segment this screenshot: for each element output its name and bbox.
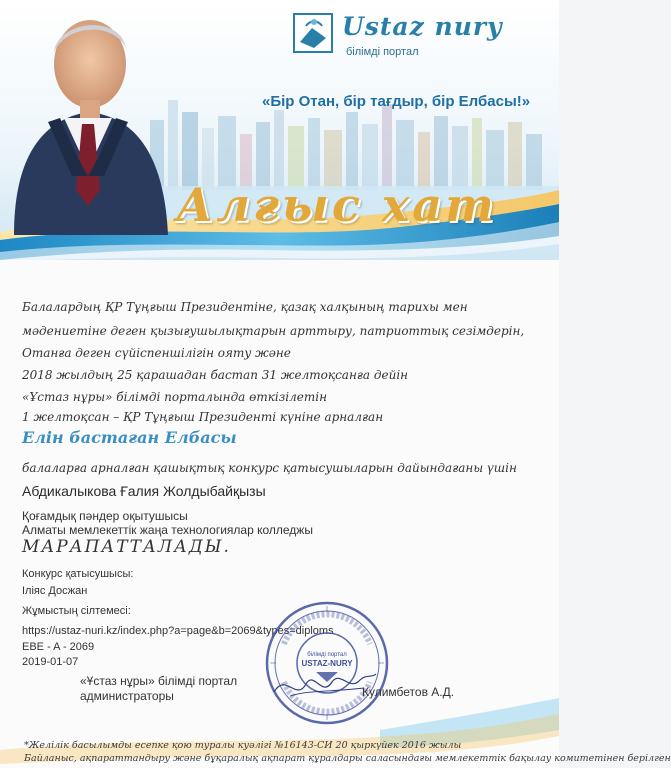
admin-line-1: «Ұстаз нұры» білімді портал (80, 674, 238, 688)
portal-name: Ustaz nury (342, 12, 503, 41)
participant-label: Конкурс қатысушысы: (22, 568, 134, 580)
recipient-institution: Алматы мемлекеттік жаңа технологиялар колледжы (22, 523, 313, 537)
participant-name: Іліяс Досжан (22, 585, 88, 597)
body-line-2: мәдениетіне деген қызығушылықтарын арттыру, патриоттық сезімдерін, (22, 324, 525, 338)
certificate-date: 2019-01-07 (22, 656, 79, 668)
ustaz-nury-logo-icon (292, 12, 334, 54)
footer-line-1: *Желілік басылымды есепке қою туралы куәлігі №16143-СИ 20 қыркүйек 2016 жылы (24, 740, 462, 751)
president-portrait (0, 0, 180, 235)
stamp-big-text: USTAZ-NURY (301, 659, 353, 668)
body-line-3: Отанға деген сүйіспеншілігін ояту және (22, 346, 291, 360)
header-banner (0, 0, 559, 260)
slogan: «Бір Отан, бір тағдыр, бір Елбасы!» (262, 93, 531, 110)
awarded-label: МАРАПАТТАЛАДЫ. (22, 537, 231, 557)
certificate-code: EBE - A - 2069 (22, 641, 95, 653)
work-link-label: Жұмыстың сілтемесі: (22, 605, 131, 617)
recipient-position: Қоғамдық пәндер оқытушысы (22, 509, 188, 523)
contest-name: Елін бастаған Елбасы (22, 428, 237, 447)
recipient-name: Абдикалыкова Ғалия Жолдыбайқызы (22, 483, 266, 499)
award-title: Алғыс хат (176, 178, 497, 232)
portal-subtitle: білімді портал (346, 46, 419, 58)
admin-line-2: администраторы (80, 689, 174, 703)
footer-line-2: Байланыс, ақпараттандыру және бұқаралық ақпарат құралдары саласындағы мемлекеттік бақылау комитетінен берілген (24, 753, 671, 764)
body-line-5: «Ұстаз нұры» білімді порталында өткізілетін (22, 390, 328, 404)
body-line-7: балаларға арналған қашықтық конкурс қатысушыларын дайындағаны үшін (22, 461, 517, 475)
body-line-6: 1 желтоқсан – ҚР Тұңғыш Президенті күніне арналған (22, 410, 384, 424)
body-line-1: Балалардың ҚР Тұңғыш Президентіне, қазақ халқының тарихы мен (22, 300, 468, 314)
work-link: https://ustaz-nuri.kz/index.php?a=page&b=2069&types=diploms (22, 625, 334, 637)
signer-name: Кулимбетов А.Д. (362, 685, 455, 699)
stamp-small-text: білімді портал (307, 652, 347, 658)
body-line-4: 2018 жылдың 25 қарашадан бастап 31 желтоқсанға дейін (22, 368, 409, 382)
